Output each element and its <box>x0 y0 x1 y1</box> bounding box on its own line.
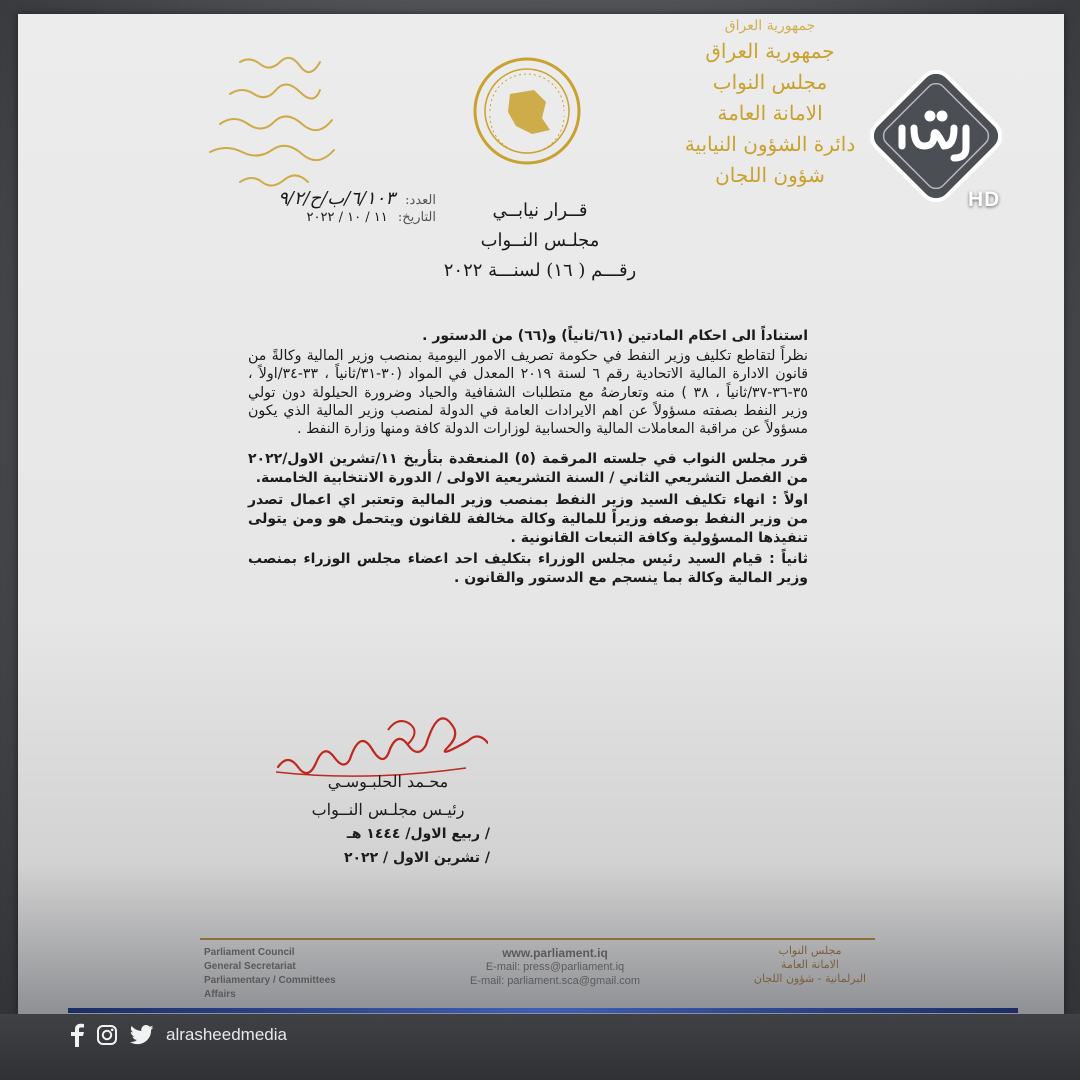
footer-english <box>204 946 364 1002</box>
footer-en-line: Parliamentary / Committees Affairs <box>204 975 336 1000</box>
letterhead-line: جمهورية العراق <box>724 18 816 34</box>
footer-website: www.parliament.iq <box>502 946 608 960</box>
footer-en-line: Parliament Council <box>204 947 295 958</box>
letterhead-line: شؤون اللجان <box>715 163 825 187</box>
parliament-emblem <box>472 56 582 166</box>
document-title <box>340 196 740 286</box>
instagram-icon[interactable] <box>96 1024 118 1046</box>
footer-divider <box>200 938 875 940</box>
title-line: مجلـس النــواب <box>480 230 600 251</box>
letterhead-line: مجلس النواب <box>712 70 828 94</box>
footer-contact <box>440 946 670 988</box>
document-dates <box>268 822 490 870</box>
signer-name: محـمد الحلبـوسـي <box>327 772 449 791</box>
title-line: رقـــم ( ١٦) لسنـــة ٢٠٢٢ <box>443 260 637 281</box>
gregorian-date: / تشرين الاول / ٢٠٢٢ <box>343 850 490 866</box>
ref-date-label: التاريخ: <box>397 210 436 225</box>
ref-number-value: ٦/١٠٣/ب/ح/٩/٢ <box>278 188 396 209</box>
title-line: قــرار نيابــي <box>492 200 588 221</box>
footer-email: E-mail: parliament.sca@gmail.com <box>469 975 641 987</box>
footer-ar-line: مجلس النواب <box>778 944 842 957</box>
letterhead-right <box>670 16 870 191</box>
footer-en-line: General Secretariat <box>204 961 296 972</box>
footer-ar-line: البرلمانية - شؤون اللجان <box>753 972 867 985</box>
document-body <box>248 328 808 588</box>
justification-paragraph: نظراً لتقاطع تكليف وزير النفط في حكومة تصريف الامور اليومية بمنصب وزير المالية وكالةً من قانون الادارة المالية الاتحادية رقم ٦ لسنة ٢٠١٩ المعدل في المواد (٣٠-٣١/ثانياً ، ٣٣-٣٤/اولاً ، ٣٥-٣٦-٣٧/ثانياً ، ٣٨ ) منه وتعارضهُ مع متطلبات الشفافية والحياد وضرورة الحيلولة دون تولي وزير النفط بصفته مسؤولاً عن اهم الايرادات العامة في الدولة لمنصب وزير المالية الذي يكون مسؤولاً عن مراقبة المعاملات المالية والحسابية لوزارات الدولة كافة ومنها وزارة النفط . <box>248 348 809 438</box>
letterhead-line: دائرة الشؤون النيابية <box>684 132 856 156</box>
ref-date-value: ١١ / ١٠ / ٢٠٢٢ <box>306 210 388 225</box>
hijri-date: / ربيع الاول/ ١٤٤٤ هـ <box>346 826 490 842</box>
signer-block <box>278 768 498 824</box>
letterhead-line: الامانة العامة <box>717 101 823 125</box>
decision-item-second: ثانياً : قيام السيد رئيس مجلس الوزراء بتكليف احد اعضاء مجلس الوزراء بمنصب وزير المالية وكالة بما ينسجم مع الدستور والقانون . <box>248 551 808 587</box>
footer-ar-line: الامانة العامة <box>781 958 839 971</box>
ref-number-label: العدد: <box>405 193 436 208</box>
footer-arabic <box>740 944 880 986</box>
footer-email: E-mail: press@parliament.iq <box>485 961 625 973</box>
letterhead-line: جمهورية العراق <box>705 39 835 63</box>
social-bar <box>70 1022 287 1048</box>
opening-clause: استناداً الى احكام المادتين (٦١/ثانياً) و(٦٦) من الدستور . <box>422 328 808 344</box>
hd-badge: HD <box>968 188 1001 211</box>
handwriting-scribble <box>200 52 350 202</box>
decision-item-first: اولاً : انهاء تكليف السيد وزير النفط بمنصب وزير المالية وتعتبر اي اعمال تصدر من وزير النفط بوصفه وزيراً للمالية وكالة مخالفة للقانون ويتحمل هو ومن يتولى تنفيذها المسؤولية وكافة التبعات القانونية . <box>248 492 808 547</box>
twitter-icon[interactable] <box>130 1025 154 1045</box>
signer-title: رئيـس مجلـس النــواب <box>311 800 465 819</box>
accent-divider <box>68 1008 1018 1013</box>
social-handle[interactable]: alrasheedmedia <box>166 1025 287 1044</box>
facebook-icon[interactable] <box>70 1023 84 1047</box>
decision-paragraph: قرر مجلس النواب في جلسته المرقمة (٥) المنعقدة بتأريخ ١١/تشرين الاول/٢٠٢٢ من الفصل التشريعي الثاني / السنة التشريعية الاولى / الدورة الانتخابية الخامسة. <box>248 451 808 486</box>
